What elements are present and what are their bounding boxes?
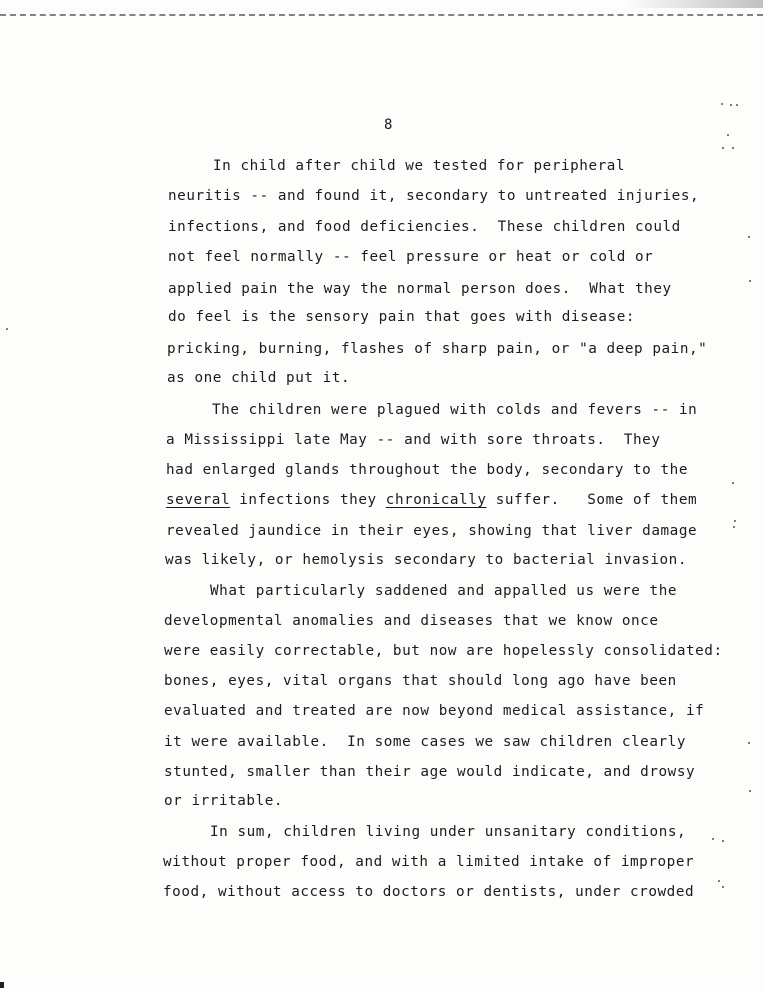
scan-speck	[749, 790, 751, 792]
underlined-word: chronically	[385, 492, 487, 508]
paragraph-line: a Mississippi late May -- and with sore throats. They	[166, 432, 661, 448]
scan-top-edge	[0, 14, 763, 16]
scan-speck	[722, 147, 724, 149]
paragraph-line: applied pain the way the normal person does. What they	[168, 281, 672, 297]
scan-speck	[748, 236, 750, 238]
paragraph-line: as one child put it.	[167, 370, 351, 386]
paragraph-line: pricking, burning, flashes of sharp pain, or "a deep pain,"	[167, 341, 708, 357]
scan-speck	[718, 880, 720, 882]
paragraph-line: In sum, children living under unsanitary conditions,	[210, 824, 687, 840]
paragraph-line: do feel is the sensory pain that goes with disease:	[168, 309, 636, 325]
paragraph-line: not feel normally -- feel pressure or heat or cold or	[168, 249, 654, 265]
scan-speck	[749, 280, 751, 282]
underlined-word: several	[166, 492, 231, 508]
paragraph-line: What particularly saddened and appalled us were the	[210, 583, 678, 599]
scan-speck	[712, 838, 714, 840]
paragraph-line: developmental anomalies and diseases that we know once	[164, 613, 659, 629]
scan-speck	[733, 526, 735, 528]
page-number: 8	[384, 117, 393, 133]
paragraph-line: had enlarged glands throughout the body, secondary to the	[166, 462, 688, 478]
scan-speck	[721, 103, 723, 105]
paragraph-line: food, without access to doctors or dentists, under crowded	[163, 884, 695, 900]
paragraph-line-underlined	[166, 491, 697, 509]
paragraph-line: evaluated and treated are now beyond medical assistance, if	[164, 703, 705, 719]
text-span: infections they	[230, 492, 386, 508]
paragraph-line: without proper food, and with a limited intake of improper	[163, 854, 695, 870]
scan-speck	[736, 104, 738, 106]
scan-speck	[748, 742, 750, 744]
scan-speck	[730, 104, 732, 106]
paragraph-line: was likely, or hemolysis secondary to bacterial invasion.	[165, 552, 687, 568]
paragraph-line: infections, and food deficiencies. These children could	[168, 219, 681, 235]
scan-corner-shadow	[623, 0, 763, 8]
scan-speck	[727, 134, 729, 136]
paragraph-line: or irritable.	[164, 793, 284, 809]
paragraph-line: revealed jaundice in their eyes, showing that liver damage	[166, 523, 698, 539]
paragraph-line: bones, eyes, vital organs that should long ago have been	[164, 673, 677, 689]
paragraph-line: The children were plagued with colds and fevers -- in	[212, 402, 698, 418]
paragraph-line: stunted, smaller than their age would indicate, and drowsy	[164, 764, 696, 780]
scan-speck	[722, 840, 724, 842]
text-span: suffer. Some of them	[486, 492, 698, 508]
scan-speck	[732, 147, 734, 149]
paragraph-line: neuritis -- and found it, secondary to untreated injuries,	[168, 188, 700, 204]
scan-speck	[722, 886, 724, 888]
paragraph-line: it were available. In some cases we saw children clearly	[164, 734, 686, 750]
paragraph-line: In child after child we tested for peripheral	[213, 158, 626, 174]
scan-speck	[6, 328, 8, 330]
scan-binding-mark	[0, 982, 4, 988]
paragraph-line: were easily correctable, but now are hopelessly consolidated:	[164, 643, 723, 659]
scan-speck	[732, 482, 734, 484]
scan-speck	[734, 520, 736, 522]
